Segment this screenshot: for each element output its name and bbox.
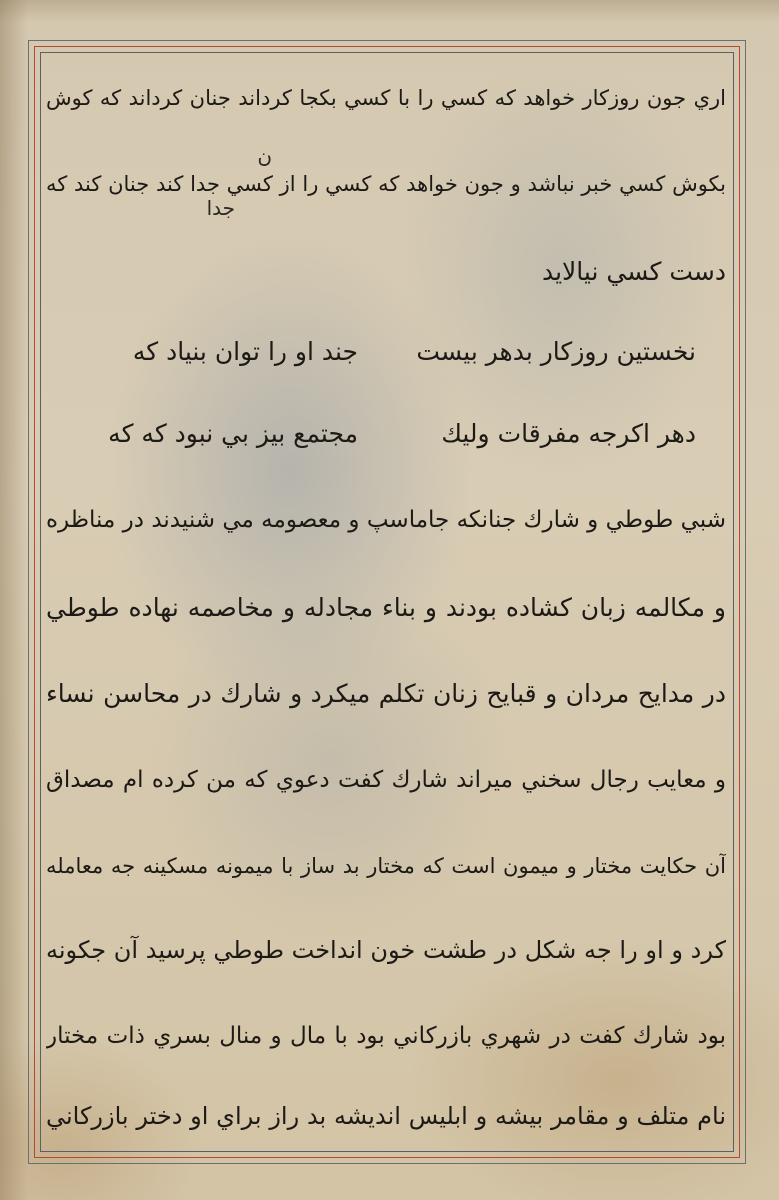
text-line-6: شبي طوطي و شارك جنانكه جاماسپ و معصومه مي شنيدند در مناظره (46, 507, 726, 533)
text-line-13: نام متلف و مقامر بيشه و ابليس انديشه بد راز براي او دختر بازركاني (46, 1102, 726, 1130)
verse-2-right-hemistich: دهر اكرجه مفرقات وليك (441, 419, 696, 448)
page-edge-stain (0, 0, 28, 1200)
interlinear-correction-above: ن (257, 144, 272, 168)
verse-1-left-hemistich: جند او را توان بنياد كه (132, 337, 358, 366)
text-line-12: بود شارك كفت در شهري بازركاني بود با مال و منال بسري ذات مختار (46, 1023, 726, 1049)
verse-2-left-hemistich: مجتمع بيز بي نبود كه كه (108, 419, 358, 448)
text-line-10: آن حكايت مختار و ميمون است كه مختار بد ساز با ميمونه مسكينه جه معامله (46, 854, 726, 878)
page-top-stain (0, 0, 779, 22)
text-line-11: كرد و او را جه شكل در طشت خون انداخت طوطي پرسيد آن جكونه (46, 936, 726, 964)
text-line-3: دست كسي نيالايد (541, 257, 726, 286)
text-line-2: بكوش كسي خبر نباشد و جون خواهد كه كسي را از كسي جدا كند جنان كند كه (46, 172, 726, 196)
verse-1-right-hemistich: نخستين روزكار بدهر بيست (416, 337, 696, 366)
text-line-7: و مكالمه زبان كشاده بودند و بناء مجادله و مخاصمه نهاده طوطي (46, 593, 726, 622)
text-line-9: و معايب رجال سخني ميراند شارك كفت دعوي كه من كرده ام مصداق (46, 767, 726, 793)
interlinear-correction-below: جدا (206, 196, 235, 220)
text-line-1: اري جون روزكار خواهد كه كسي را با كسي بكجا كرداند جنان كرداند كه كوش (46, 86, 726, 110)
text-panel (46, 56, 730, 1148)
text-line-8: در مدايح مردان و قبايح زنان تكلم ميكرد و شارك در محاسن نساء (46, 679, 726, 708)
